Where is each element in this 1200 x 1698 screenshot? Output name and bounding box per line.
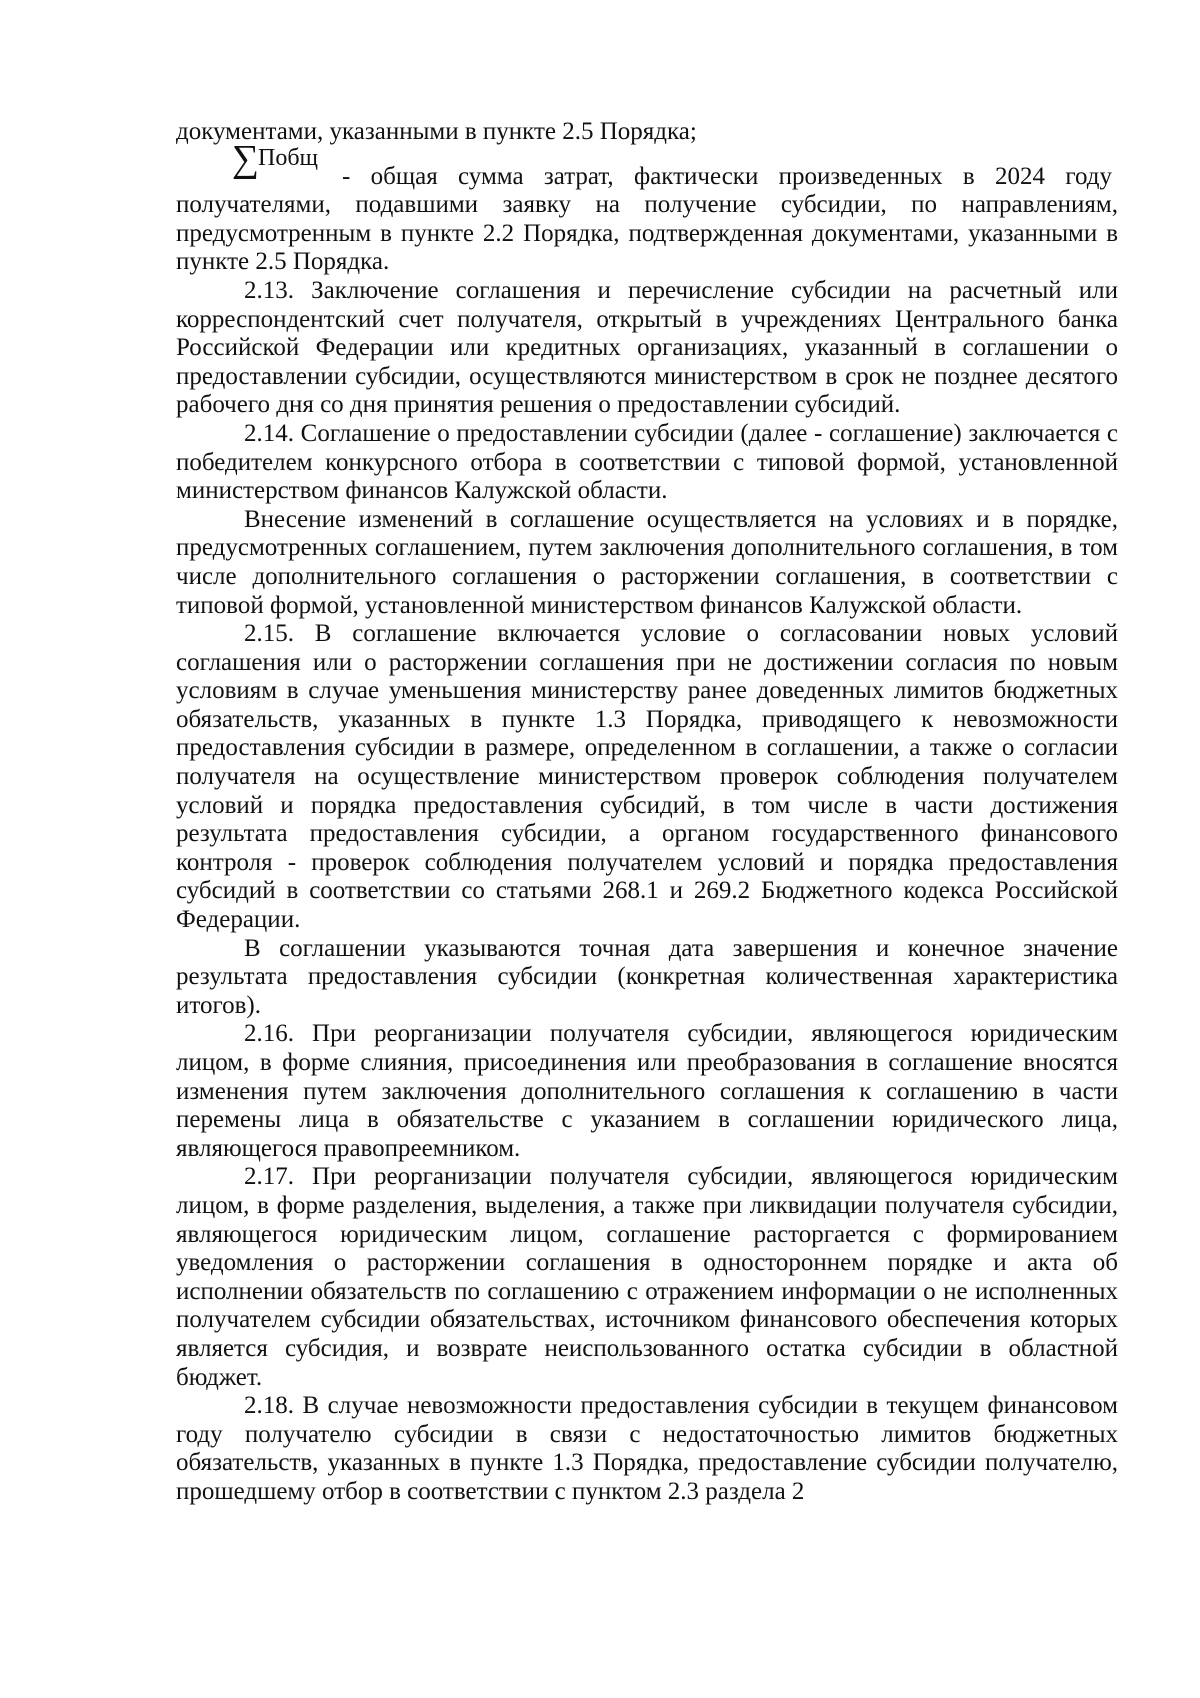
sigma-glyph: ∑ [232, 137, 260, 180]
paragraph-amendments: Внесение изменений в соглашение осуществляется на условиях и в порядке, предусмотренных соглашением, путем заключения дополнительного соглашения, в том числе дополнительного соглашения о расторжении соглашения, в соответствии с типовой формой, установленной министерством финансов Калужской области. [176, 505, 1118, 619]
paragraph-result-date: В соглашении указываются точная дата завершения и конечное значение результата предоставления субсидии (конкретная количественная характеристика итогов). [176, 934, 1118, 1019]
document-body [176, 118, 1118, 1507]
paragraph-2-15: 2.15. В соглашение включается условие о согласовании новых условий соглашения или о расторжении соглашения при не достижении согласия по новым условиям в случае уменьшения министерству ранее доведенных лимитов бюджетных обязательств, указанных в пункте 1.3 Порядка, приводящего к невозможности предоставления субсидии в размере, определенном в соглашении, а также о согласии получателя на осуществление министерством проверок соблюдения получателем условий и порядка предоставления субсидий, в том числе в части достижения результата предоставления субсидии, а органом государственного финансового контроля - проверок соблюдения получателем условий и порядка предоставления субсидий в соответствии со статьями 268.1 и 269.2 Бюджетного кодекса Российской Федерации. [176, 620, 1118, 934]
sum-symbol [232, 137, 337, 180]
paragraph-2-16: 2.16. При реорганизации получателя субсидии, являющегося юридическим лицом, в форме слияния, присоединения или преобразования в соглашение вносятся изменения путем заключения дополнительного соглашения к соглашению в части перемены лица в обязательстве с указанием в соглашении юридического лица, являющегося правопреемником. [176, 1020, 1118, 1162]
formula-definition [176, 137, 1118, 192]
formula-first-line: - общая сумма затрат, фактически произведенных в 2024 году [342, 162, 1112, 190]
paragraph-2-13: 2.13. Заключение соглашения и перечисление субсидии на расчетный или корреспондентский счет получателя, открытый в учреждениях Центрального банка Российской Федерации или кредитных организациях, указанный в соглашении о предоставлении субсидии, осуществляются министерством в срок не позднее десятого рабочего дня со дня принятия решения о предоставлении субсидий. [176, 276, 1118, 419]
paragraph-2-14: 2.14. Соглашение о предоставлении субсидии (далее - соглашение) заключается с победителем конкурсного отбора в соответствии с типовой формой, установленной министерством финансов Калужской области. [176, 419, 1118, 505]
sigma-subscript: Побщ [258, 144, 319, 171]
paragraph-2-18: 2.18. В случае невозможности предоставления субсидии в текущем финансовом году получателю субсидии в связи с недостаточностью лимитов бюджетных обязательств, указанных в пункте 1.3 Порядка, предоставление субсидии получателю, прошедшему отбор в соответствии с пунктом 2.3 раздела 2 [176, 1392, 1118, 1505]
paragraph-2-17: 2.17. При реорганизации получателя субсидии, являющегося юридическим лицом, в форме разделения, выделения, а также при ликвидации получателя субсидии, являющегося юридическим лицом, соглашение расторгается с формированием уведомления о расторжении соглашения в одностороннем порядке и акта об исполнении обязательств по соглашению с отражением информации о не исполненных получателем субсидии обязательствах, источником финансового обеспечения которых является субсидия, и возврате неиспользованного остатка субсидии в областной бюджет. [176, 1163, 1118, 1391]
formula-continuation: получателями, подавшими заявку на получение субсидии, по направлениям, предусмотренным в пункте 2.2 Порядка, подтвержденная документами, указанными в пункте 2.5 Порядка. [176, 191, 1118, 276]
intro-line: документами, указанными в пункте 2.5 Порядка; [176, 118, 697, 145]
